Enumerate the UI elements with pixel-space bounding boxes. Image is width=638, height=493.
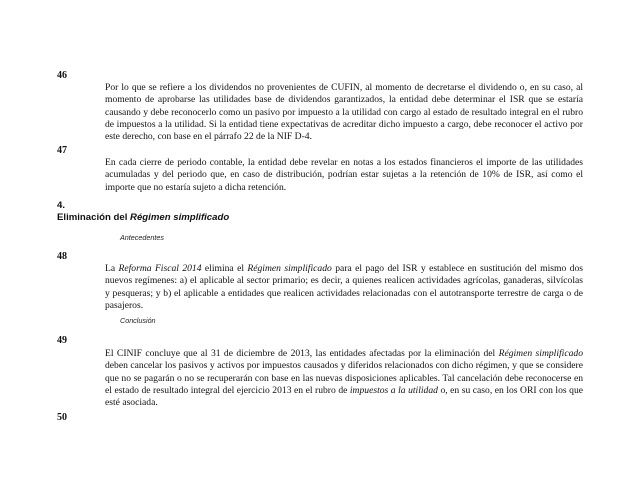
- section-title-italic: Régimen simplificado: [130, 212, 230, 223]
- section-title-plain: Eliminación del: [57, 212, 131, 223]
- paragraph-46-text: Por lo que se refiere a los dividendos no provenientes de CUFIN, al momento de decretarse el dividendo o, en su caso, al momento de aprobarse las utilidades base de dividendos garantizados, la entidad debe determinar el ISR que se estaría causando y debe reconocerlo como un pasivo por impuesto a la utilidad con cargo al estado de resultado integral en el rubro de impuestos a la utilidad. Si la entidad tiene expectativas de acreditar dicho impuesto a cargo, debe reconocer el activo por este derecho, con base en el párrafo 22 de la NIF D-4.: [105, 82, 583, 143]
- p49-part-a: El CINIF concluye que al 31 de diciembre de 2013, las entidades afectadas por la eliminación del: [105, 348, 499, 359]
- paragraph-number-46: 46: [57, 70, 67, 81]
- p49-part-c: deben cancelar los pasivos y activos por impuestos causados y diferidos relacionados con dicho régimen, y que se considere que no se pagarán o no se recuperarán con base en las nuevas disposiciones aplicables. Tal cancelación debe reconocerse en el estado de resultado integral del ejercicio 2013 en el rubro de: [105, 360, 583, 396]
- p49-taxes-italic: impuestos a la utilidad: [349, 384, 438, 396]
- section-number: 4.: [57, 200, 66, 211]
- p48-part-e: para el pago del ISR y establece en sustitución del mismo dos nuevos regímenes: a) el aplicable al sector primario; es decir, a quienes realicen actividades agrícolas, ganaderas, silvícolas y pesqueras; y b) el aplicable a entidades que realicen actividades relacionadas con el autotransporte terrestre de carga o de pasajeros.: [105, 263, 583, 311]
- paragraph-48-text: [105, 263, 583, 312]
- subheading-conclusion: Conclusión: [120, 316, 156, 325]
- p48-part-c: elimina el: [201, 263, 248, 274]
- p49-part-e: o, en su caso, en los ORI con los que esté asociada.: [105, 384, 583, 409]
- p49-regime-italic: Régimen simplificado: [498, 348, 583, 359]
- paragraph-number-47: 47: [57, 145, 67, 156]
- paragraph-number-48: 48: [57, 251, 67, 262]
- p48-reform-italic: Reforma Fiscal 2014: [118, 263, 202, 274]
- subheading-background: Antecedentes: [120, 233, 164, 242]
- paragraph-number-49: 49: [57, 335, 67, 346]
- section-title: [57, 212, 229, 224]
- paragraph-47-text: En cada cierre de periodo contable, la entidad debe revelar en notas a los estados financieros el importe de las utilidades acumuladas y del periodo que, en caso de distribución, podrían estar sujetas a la retención de 10% de ISR, así como el importe que no estaría sujeto a dicha retención.: [105, 157, 583, 193]
- paragraph-number-50: 50: [57, 412, 67, 423]
- p48-part-a: La: [105, 263, 119, 274]
- p48-regime-italic: Régimen simplificado: [247, 263, 332, 274]
- paragraph-49-text: [105, 348, 583, 409]
